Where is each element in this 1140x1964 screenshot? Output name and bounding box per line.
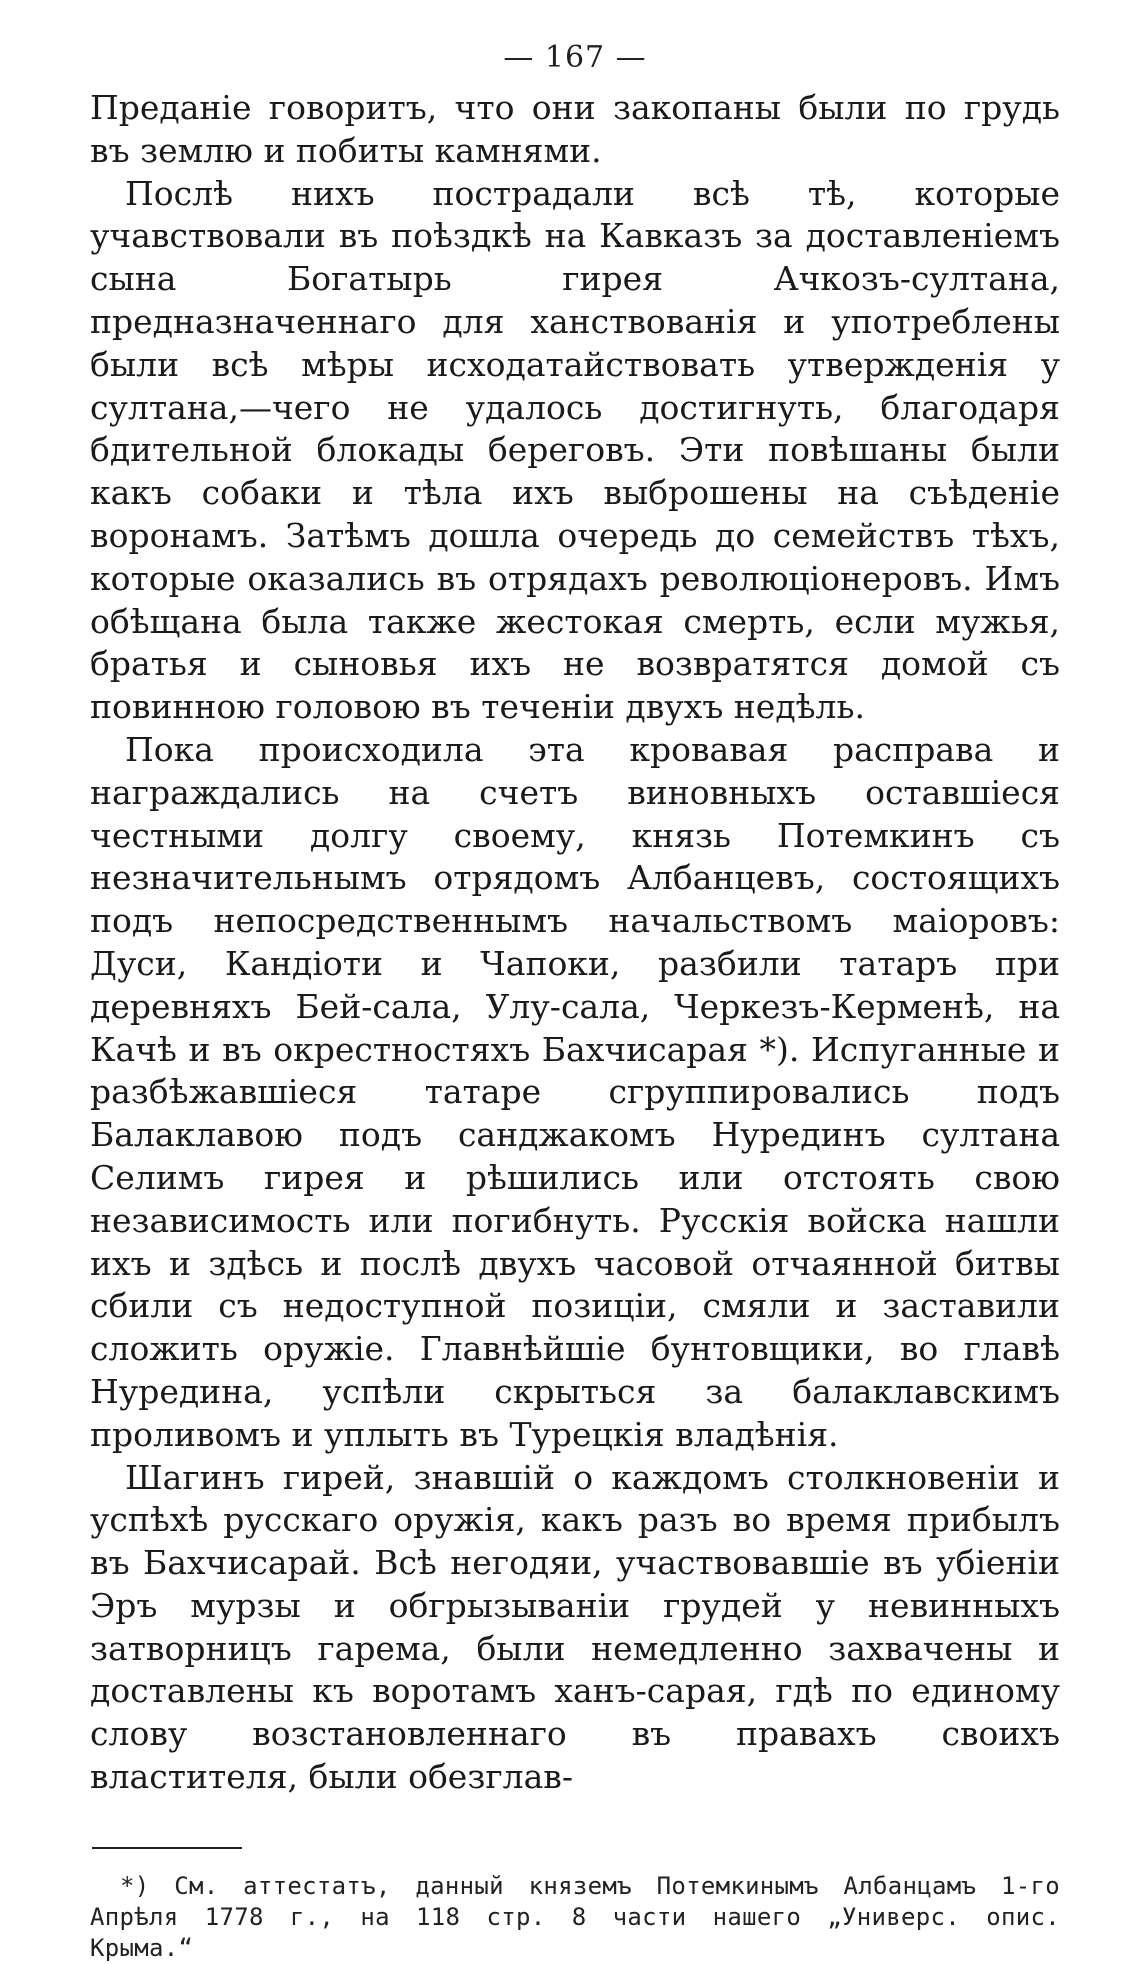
paragraph-3: Пока происходила эта кровавая расправа и награждались на счетъ виновныхъ оставшіеся честными долгу своему, князь Потемкинъ съ незначительнымъ отрядомъ Албанцевъ, состоящихъ подъ непосредственнымъ начальствомъ маіоровъ: Дуси, Кандіоти и Чапоки, разбили татаръ при деревняхъ Бей-сала, Улу-сала, Черкезъ-Керменѣ, на Качѣ и въ окрестностяхъ Бахчисарая *). Испуганные и разбѣжавшіеся татаре сгруппировались подъ Балаклавою подъ санджакомъ Нурединъ султана Селимъ гирея и рѣшились или отстоять свою независимость или погибнуть. Русскія войска нашли ихъ и здѣсь и послѣ двухъ часовой отчаянной битвы сбили съ недоступной позиціи, смяли и заставили сложить оружіе. Главнѣйшіе бунтовщики, во главѣ Нуредина, успѣли скрыться за балаклавскимъ проливомъ и уплыть въ Турецкія владѣнія.	[90, 729, 1060, 1454]
document-page	[90, 40, 1060, 1964]
footnote: *) См. аттестатъ, данный княземъ Потемкинымъ Албанцамъ 1-го Апрѣля 1778 г., на 118 стр. 8 части нашего „Универс. опис. Крыма.“	[90, 1871, 1060, 1962]
paragraph-4: Шагинъ гирей, знавшій о каждомъ столкновеніи и успѣхѣ русскаго оружія, какъ разъ во время прибылъ въ Бахчисарай. Всѣ негодяи, участвовавшіе въ убіеніи Эръ мурзы и обгрызываніи грудей у невинныхъ затворницъ гарема, были немедленно захвачены и доставлены къ воротамъ ханъ-сарая, гдѣ по единому слову возстановленнаго въ правахъ своихъ властителя, были обезглав-	[90, 1457, 1060, 1797]
body-text	[90, 87, 1060, 1799]
page-number: — 167 —	[503, 40, 647, 75]
footnote-divider	[92, 1847, 242, 1849]
paragraph-2: Послѣ нихъ пострадали всѣ тѣ, которые учавствовали въ поѣздкѣ на Кавказъ за доставленіемъ сына Богатырь гирея Ачкозъ-султана, предназначеннаго для ханствованія и употреблены были всѣ мѣры исходатайствовать утвержденія у султана,—чего не удалось достигнуть, благодаря бдительной блокады береговъ. Эти повѣшаны были какъ собаки и тѣла ихъ выброшены на съѣденіе воронамъ. Затѣмъ дошла очередь до семействъ тѣхъ, которые оказались въ отрядахъ революціонеровъ. Имъ обѣщана была также жестокая смерть, если мужья, братья и сыновья ихъ не возвратятся домой съ повинною головою въ теченіи двухъ недѣль.	[90, 173, 1060, 727]
paragraph-1: Преданіе говоритъ, что они закопаны были по грудь въ землю и побиты камнями.	[90, 88, 1060, 170]
